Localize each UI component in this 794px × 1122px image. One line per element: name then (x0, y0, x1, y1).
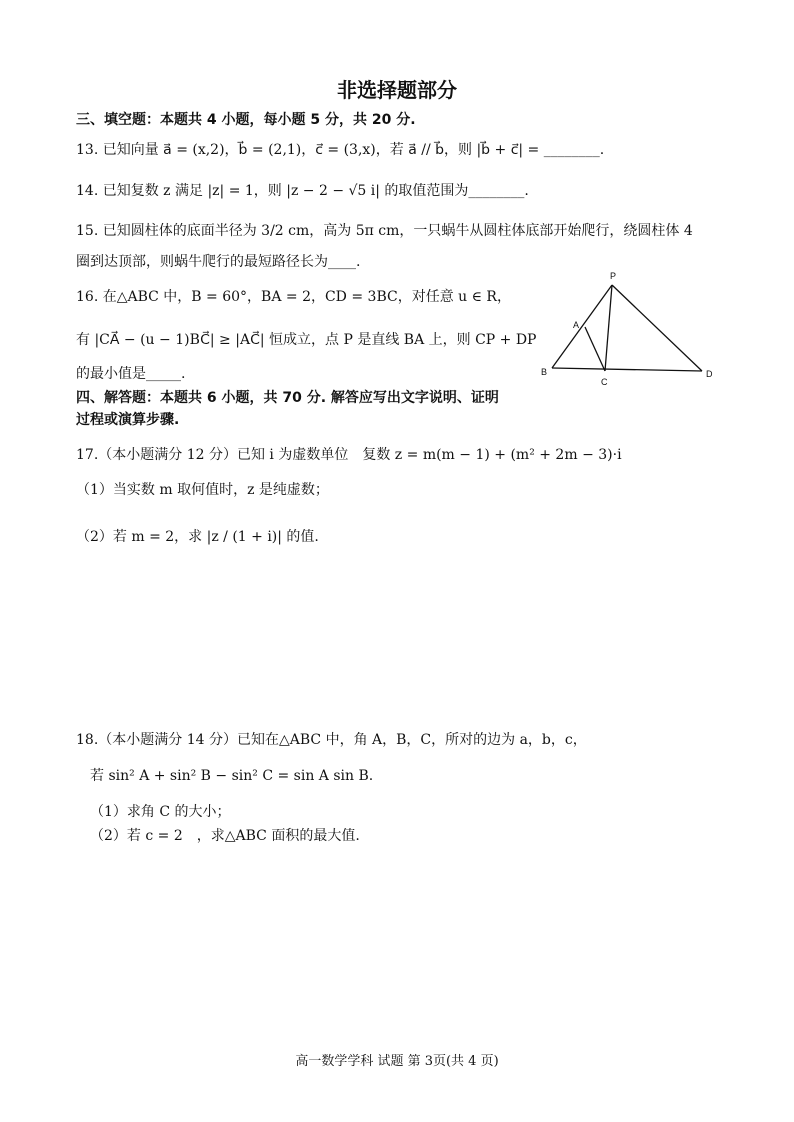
section3-header: 三、填空题：本题共 4 小题，每小题 5 分，共 20 分. (76, 112, 416, 128)
triangle-figure (530, 265, 730, 395)
label-B: B (541, 367, 548, 377)
question-15-line1: 15. 已知圆柱体的底面半径为 3/2 cm，高为 5π cm，一只蜗牛从圆柱体底部开始爬行，绕圆柱体 4 (76, 223, 693, 239)
question-17-part1: （1）当实数 m 取何值时，z 是纯虚数； (76, 482, 329, 498)
label-C: C (601, 377, 608, 387)
question-17-stem: 17.（本小题满分 12 分）已知 i 为虚数单位 复数 z = m(m − 1) + (m² + 2m − 3)·i (76, 447, 622, 463)
page-title: 非选择题部分 (337, 78, 457, 102)
segment-PD (612, 285, 702, 371)
question-16-line1: 16. 在△ABC 中，B = 60°，BA = 2，CD = 3BC，对任意 u ∈ R， (76, 289, 511, 305)
segment-BP (552, 285, 612, 368)
question-15-line2: 圈到达顶部，则蜗牛爬行的最短路径长为____. (76, 254, 361, 270)
segment-AC (585, 327, 605, 371)
question-18-part2: （2）若 c = 2 ，求△ABC 面积的最大值. (90, 828, 360, 844)
question-16-line2: 有 |CA⃗ − (u − 1)BC⃗| ≥ |AC⃗| 恒成立，点 P 是直线 BA 上，则 CP + DP (76, 332, 537, 348)
question-18-stem: 18.（本小题满分 14 分）已知在△ABC 中，角 A，B，C，所对的边为 a，b，c， (76, 732, 587, 748)
section4-header-line1: 四、解答题：本题共 6 小题，共 70 分. 解答应写出文字说明、证明 (76, 390, 499, 406)
label-A: A (573, 320, 580, 330)
section4-header-line2: 过程或演算步骤. (76, 412, 180, 428)
question-18-part1: （1）求角 C 的大小； (90, 804, 231, 820)
question-17-part2: （2）若 m = 2，求 |z / (1 + i)| 的值. (76, 529, 319, 545)
label-D: D (706, 369, 713, 379)
label-P: P (610, 271, 617, 281)
segment-BD (552, 368, 702, 371)
question-18-condition: 若 sin² A + sin² B − sin² C = sin A sin B. (90, 768, 374, 784)
segment-PC (605, 285, 612, 371)
page-footer: 高一数学学科 试题 第 3页(共 4 页) (295, 1054, 499, 1069)
question-14: 14. 已知复数 z 满足 |z| = 1，则 |z − 2 − √5 i| 的取值范围为________. (76, 183, 529, 199)
question-13: 13. 已知向量 a⃗ = (x,2)，b⃗ = (2,1)，c⃗ = (3,x)，若 a⃗ // b⃗，则 |b⃗ + c⃗| = ________. (76, 142, 605, 158)
question-16-line3: 的最小值是_____. (76, 366, 186, 382)
